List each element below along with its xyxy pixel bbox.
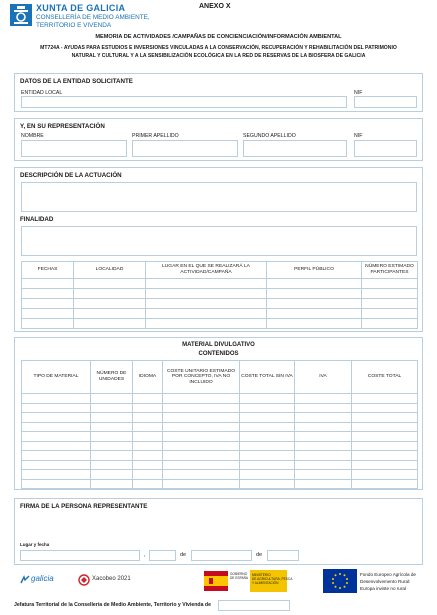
territorial-office-field[interactable] xyxy=(218,600,290,611)
table-cell[interactable] xyxy=(146,289,267,299)
material-subheading: CONTENIDOS xyxy=(198,351,239,357)
table-cell[interactable] xyxy=(146,319,267,329)
table-row xyxy=(22,279,418,289)
table-cell[interactable] xyxy=(240,432,295,442)
table-cell[interactable] xyxy=(240,479,295,489)
table-row xyxy=(22,441,418,451)
gov-text: GOBIERNO DE ESPAÑA xyxy=(230,572,249,580)
applicant-heading: DATOS DE LA ENTIDAD SOLICITANTE xyxy=(20,78,133,85)
table-cell[interactable] xyxy=(163,451,240,461)
table-cell[interactable] xyxy=(352,441,418,451)
table-cell[interactable] xyxy=(91,403,133,413)
table-cell[interactable] xyxy=(146,279,267,289)
table-row xyxy=(22,479,418,489)
entity-field[interactable] xyxy=(21,96,347,108)
table-cell[interactable] xyxy=(163,441,240,451)
table-cell[interactable] xyxy=(362,299,418,309)
table-cell[interactable] xyxy=(22,479,91,489)
table-cell[interactable] xyxy=(91,451,133,461)
table-row xyxy=(22,432,418,442)
brand-name: XUNTA DE GALICIA xyxy=(36,3,126,13)
name-label: NOMBRE xyxy=(21,133,44,139)
col-header-vat: IVA xyxy=(295,361,352,394)
table-cell[interactable] xyxy=(267,279,362,289)
table-cell[interactable] xyxy=(91,422,133,432)
eu-fund-text-2: Desenvolvemento Rural: xyxy=(360,579,411,584)
eu-fund-text-3: Europa inviste no rural xyxy=(360,586,406,591)
table-cell[interactable] xyxy=(163,422,240,432)
table-cell[interactable] xyxy=(295,470,352,480)
table-cell[interactable] xyxy=(22,441,91,451)
table-cell[interactable] xyxy=(22,279,74,289)
table-cell[interactable] xyxy=(163,470,240,480)
table-cell[interactable] xyxy=(91,441,133,451)
table-row xyxy=(22,413,418,423)
date-comma: , xyxy=(144,552,146,558)
table-cell[interactable] xyxy=(295,413,352,423)
table-cell[interactable] xyxy=(163,479,240,489)
table-row xyxy=(22,309,418,319)
ministry-text-1: MINISTERIO xyxy=(252,573,271,577)
table-row xyxy=(22,299,418,309)
representative-heading: Y, EN SU REPRESENTACIÓN xyxy=(20,123,105,130)
table-cell[interactable] xyxy=(133,451,163,461)
table-cell[interactable] xyxy=(133,441,163,451)
table-cell[interactable] xyxy=(74,279,146,289)
table-cell[interactable] xyxy=(91,479,133,489)
table-cell[interactable] xyxy=(91,413,133,423)
page-subtitle-line2: NATURAL Y CULTURAL Y A LA SENSIBILIZACIÓN ECOLÓGICA EN LA RED DE RESERVAS DE LA BIOSFERA DE GALICIA xyxy=(71,53,366,59)
table-cell[interactable] xyxy=(362,309,418,319)
table-cell[interactable] xyxy=(267,319,362,329)
table-cell[interactable] xyxy=(295,394,352,404)
table-cell[interactable] xyxy=(240,403,295,413)
date-de-1: de xyxy=(180,552,187,558)
ministry-text-3: Y ALIMENTACIÓN xyxy=(252,581,279,585)
table-cell[interactable] xyxy=(240,460,295,470)
table-row xyxy=(22,422,418,432)
table-cell[interactable] xyxy=(240,413,295,423)
col-header-language: IDIOMA xyxy=(133,361,163,394)
year-field[interactable] xyxy=(267,550,299,561)
table-cell[interactable] xyxy=(133,470,163,480)
table-cell[interactable] xyxy=(163,394,240,404)
table-cell[interactable] xyxy=(352,460,418,470)
table-cell[interactable] xyxy=(22,460,91,470)
col-header-participants: NÚMERO ESTIMADO PARTICIPANTES xyxy=(362,262,418,279)
representative-nif-field[interactable] xyxy=(354,140,417,157)
applicant-nif-field[interactable] xyxy=(354,96,417,108)
table-cell[interactable] xyxy=(133,432,163,442)
table-cell[interactable] xyxy=(146,309,267,319)
table-cell[interactable] xyxy=(295,432,352,442)
table-cell[interactable] xyxy=(91,432,133,442)
table-cell[interactable] xyxy=(133,460,163,470)
table-cell[interactable] xyxy=(352,432,418,442)
table-cell[interactable] xyxy=(22,470,91,480)
table-row xyxy=(22,470,418,480)
table-cell[interactable] xyxy=(133,422,163,432)
col-header-units: NÚMERO DE UNIDADES xyxy=(91,361,133,394)
col-header-total-no-vat: COSTE TOTAL SIN IVA xyxy=(240,361,295,394)
col-header-venue: LUGAR EN EL QUE SE REALIZARÁ LA ACTIVIDAD/CAMPAÑA xyxy=(146,262,267,279)
purpose-heading: FINALIDAD xyxy=(20,216,54,223)
place-field[interactable] xyxy=(20,550,140,561)
table-cell[interactable] xyxy=(240,451,295,461)
surname1-label: PRIMER APELLIDO xyxy=(132,133,179,139)
table-cell[interactable] xyxy=(91,394,133,404)
territorial-office-label: Jefatura Territorial de la Consellería de Medio Ambiente, Territorio y Vivienda de xyxy=(14,602,211,608)
brand-department-line1: CONSELLERÍA DE MEDIO AMBIENTE, xyxy=(36,14,150,21)
name-field[interactable] xyxy=(21,140,127,157)
table-cell[interactable] xyxy=(133,403,163,413)
day-field[interactable] xyxy=(149,550,176,561)
table-cell[interactable] xyxy=(91,460,133,470)
table-cell[interactable] xyxy=(22,413,91,423)
table-cell[interactable] xyxy=(352,403,418,413)
signature-heading: FIRMA DE LA PERSONA REPRESENTANTE xyxy=(20,503,148,510)
col-header-audience: PERFIL PÚBLICO xyxy=(267,262,362,279)
table-cell[interactable] xyxy=(74,319,146,329)
activities-table xyxy=(21,261,418,329)
table-cell[interactable] xyxy=(295,422,352,432)
table-cell[interactable] xyxy=(240,470,295,480)
action-heading: DESCRIPCIÓN DE LA ACTUACIÓN xyxy=(20,172,122,179)
table-cell[interactable] xyxy=(74,299,146,309)
table-cell[interactable] xyxy=(240,422,295,432)
table-row xyxy=(22,403,418,413)
table-cell[interactable] xyxy=(22,451,91,461)
table-cell[interactable] xyxy=(22,403,91,413)
table-cell[interactable] xyxy=(22,299,74,309)
table-cell[interactable] xyxy=(133,413,163,423)
table-row xyxy=(22,319,418,329)
xacobeo-logo-text: Xacobeo 2021 xyxy=(92,576,131,582)
table-cell[interactable] xyxy=(91,470,133,480)
table-cell[interactable] xyxy=(295,403,352,413)
table-cell[interactable] xyxy=(295,451,352,461)
date-de-2: de xyxy=(256,552,263,558)
surname2-label: SEGUNDO APELLIDO xyxy=(243,133,296,139)
eu-flag-logo xyxy=(323,569,357,593)
month-field[interactable] xyxy=(191,550,252,561)
col-header-total-cost: COSTE TOTAL xyxy=(352,361,418,394)
table-cell[interactable] xyxy=(352,422,418,432)
annex-label: ANEXO X xyxy=(199,3,231,10)
col-header-locality: LOCALIDAD xyxy=(74,262,146,279)
page-subtitle-line1: MT724A - AYUDAS PARA ESTUDIOS E INVERSIONES VINCULADAS A LA CONSERVACIÓN, RECUPERACIÓN Y REHABILITACIÓN DEL PATRIMONIO xyxy=(40,45,397,51)
table-cell[interactable] xyxy=(352,451,418,461)
table-cell[interactable] xyxy=(240,394,295,404)
table-row xyxy=(22,460,418,470)
xunta-logo xyxy=(10,4,32,26)
representative-nif-label: NIF xyxy=(354,133,363,139)
table-cell[interactable] xyxy=(295,441,352,451)
table-row xyxy=(22,451,418,461)
ministry-text-2: DE AGRICULTURA, PESCA xyxy=(252,577,293,581)
table-cell[interactable] xyxy=(163,413,240,423)
table-row xyxy=(22,289,418,299)
col-header-unit-cost: COSTE UNITARIO ESTIMADO POR CONCEPTO, IVA NO INCLUIDO xyxy=(163,361,240,394)
table-cell[interactable] xyxy=(146,299,267,309)
table-cell[interactable] xyxy=(22,394,91,404)
entity-label: ENTIDAD LOCAL xyxy=(21,90,63,96)
table-cell[interactable] xyxy=(22,432,91,442)
table-cell[interactable] xyxy=(240,441,295,451)
material-table xyxy=(21,360,418,489)
page-title: MEMORIA DE ACTIVIDADES /CAMPAÑAS DE CONCIENCIACIÓN/INFORMACIÓN AMBIENTAL xyxy=(95,34,342,40)
eu-fund-text-1: Fondo Europeo Agrícola de xyxy=(360,572,416,577)
surname1-field[interactable] xyxy=(132,140,238,157)
table-cell[interactable] xyxy=(267,299,362,309)
table-cell[interactable] xyxy=(362,319,418,329)
table-cell[interactable] xyxy=(133,479,163,489)
col-header-material-type: TIPO DE MATERIAL xyxy=(22,361,91,394)
table-cell[interactable] xyxy=(352,479,418,489)
table-cell[interactable] xyxy=(295,479,352,489)
table-cell[interactable] xyxy=(22,319,74,329)
table-cell[interactable] xyxy=(74,289,146,299)
table-cell[interactable] xyxy=(163,403,240,413)
table-row xyxy=(22,394,418,404)
galicia-logo xyxy=(20,574,70,586)
table-cell[interactable] xyxy=(352,394,418,404)
table-cell[interactable] xyxy=(352,413,418,423)
action-description-field[interactable] xyxy=(21,182,417,212)
brand-department-line2: TERRITORIO E VIVENDA xyxy=(36,22,112,29)
table-cell[interactable] xyxy=(22,422,91,432)
table-cell[interactable] xyxy=(267,289,362,299)
applicant-nif-label: NIF xyxy=(354,90,363,96)
xacobeo-logo xyxy=(78,573,138,587)
table-cell[interactable] xyxy=(362,289,418,299)
purpose-field[interactable] xyxy=(21,226,417,256)
table-cell[interactable] xyxy=(295,460,352,470)
table-cell[interactable] xyxy=(133,394,163,404)
table-cell[interactable] xyxy=(22,309,74,319)
table-cell[interactable] xyxy=(267,309,362,319)
table-cell[interactable] xyxy=(163,460,240,470)
surname2-field[interactable] xyxy=(243,140,347,157)
table-cell[interactable] xyxy=(362,279,418,289)
table-cell[interactable] xyxy=(22,289,74,299)
material-heading: MATERIAL DIVULGATIVO xyxy=(182,342,255,348)
col-header-dates: FECHAS xyxy=(22,262,74,279)
galicia-logo-text: galicia xyxy=(31,574,54,583)
table-cell[interactable] xyxy=(74,309,146,319)
spain-government-logo xyxy=(204,570,293,592)
place-date-label: Lugar y fecha xyxy=(20,542,50,547)
table-cell[interactable] xyxy=(352,470,418,480)
table-cell[interactable] xyxy=(163,432,240,442)
